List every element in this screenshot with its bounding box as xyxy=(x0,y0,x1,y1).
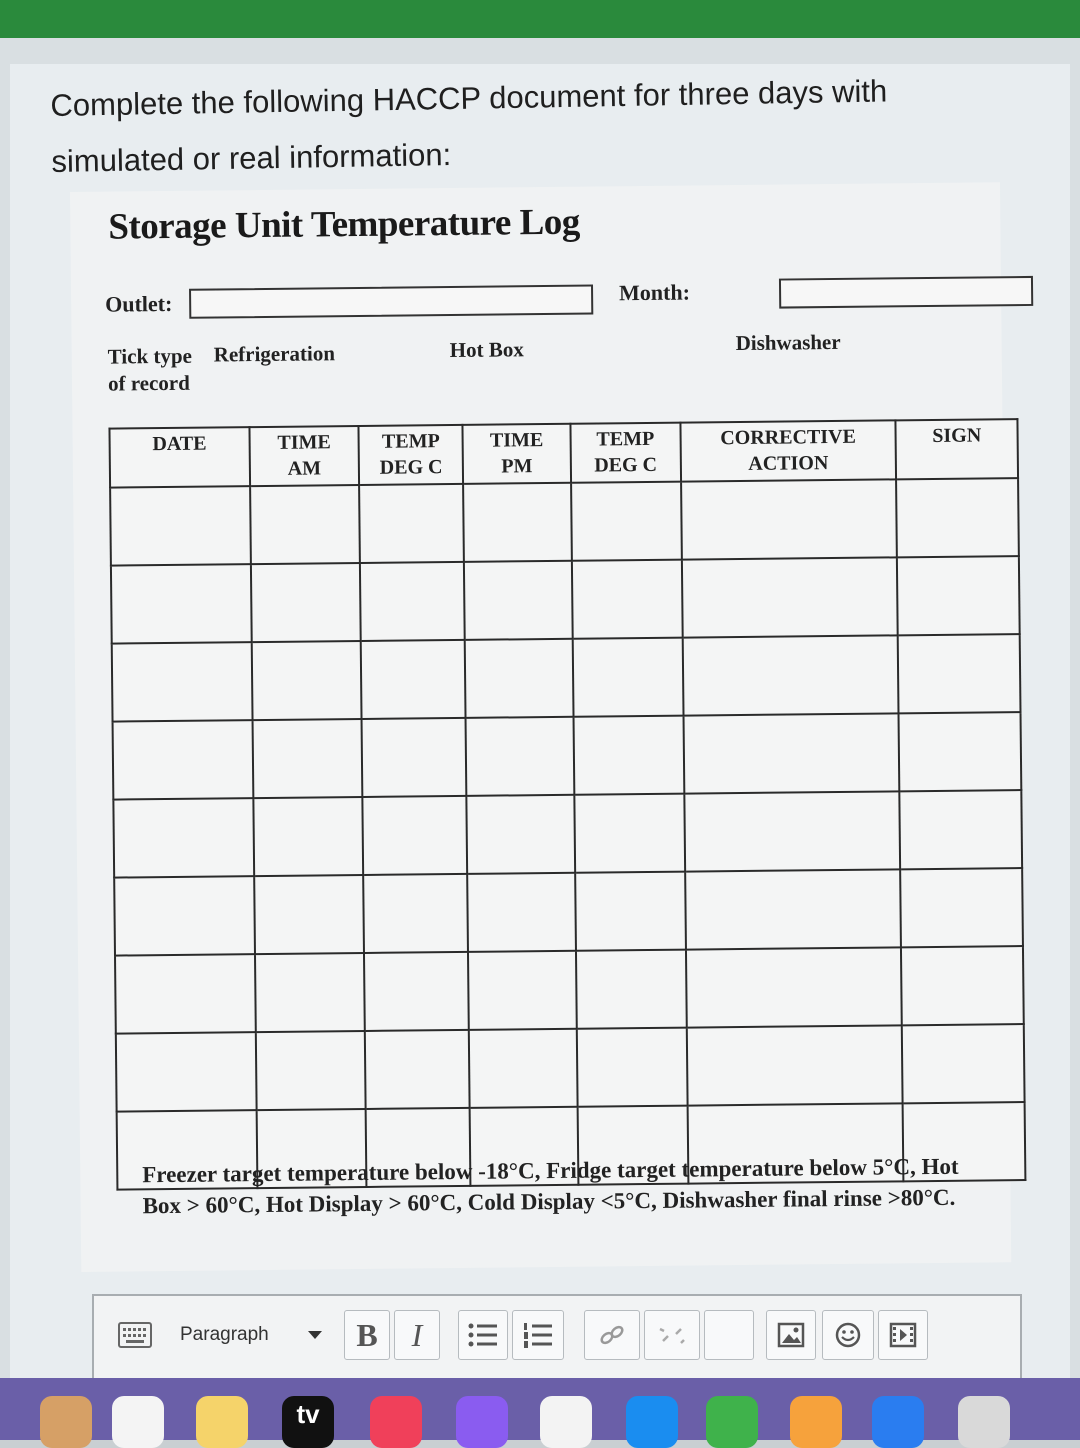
haccp-document xyxy=(70,182,1011,1272)
table-cell xyxy=(255,1031,366,1110)
table-cell xyxy=(114,876,254,955)
table-cell xyxy=(361,640,466,719)
paragraph-format-select[interactable] xyxy=(166,1310,332,1360)
header-time-pm xyxy=(463,424,571,484)
disabled-tool-button[interactable] xyxy=(704,1310,754,1360)
question-prompt xyxy=(50,61,1002,190)
table-cell xyxy=(115,954,255,1033)
header-temp-am-line-2: DEG C xyxy=(379,456,443,479)
table-cell xyxy=(900,868,1023,947)
table-cell xyxy=(253,797,364,876)
bullet-list-icon xyxy=(467,1321,499,1349)
table-row xyxy=(114,868,1023,956)
table-cell xyxy=(255,953,366,1032)
smiley-icon xyxy=(834,1321,862,1349)
header-time-am xyxy=(249,426,359,486)
table-cell xyxy=(571,482,682,561)
notes-app-icon[interactable] xyxy=(196,1396,248,1448)
numbered-list-icon xyxy=(522,1321,554,1349)
tick-type-label-line-1: Tick type xyxy=(107,343,193,369)
table-cell xyxy=(251,641,362,720)
table-cell xyxy=(468,951,577,1030)
table-cell xyxy=(684,791,900,871)
table-cell xyxy=(682,557,898,637)
header-time-am-line-2: AM xyxy=(287,457,322,480)
table-cell xyxy=(364,952,469,1031)
table-cell xyxy=(113,720,253,799)
table-cell xyxy=(896,478,1019,557)
table-cell xyxy=(899,712,1022,791)
header-temp-am-line-1: TEMP xyxy=(381,430,440,453)
macos-dock xyxy=(0,1378,1080,1440)
header-date-line-1: DATE xyxy=(152,432,207,456)
table-cell xyxy=(362,718,467,797)
table-cell xyxy=(902,1024,1025,1103)
table-cell xyxy=(466,717,575,796)
bullet-list-button[interactable] xyxy=(458,1310,508,1360)
keyboard-shortcuts-button[interactable] xyxy=(110,1310,160,1360)
table-cell xyxy=(365,1030,470,1109)
insert-image-button[interactable] xyxy=(766,1310,816,1360)
contacts-app-icon[interactable] xyxy=(40,1396,92,1448)
table-cell xyxy=(251,563,362,642)
table-cell xyxy=(111,564,251,643)
remove-link-button[interactable] xyxy=(644,1310,700,1360)
table-row xyxy=(113,790,1022,878)
table-cell xyxy=(572,560,683,639)
table-row xyxy=(115,946,1024,1034)
table-cell xyxy=(110,486,250,565)
table-cell xyxy=(465,639,574,718)
table-row xyxy=(116,1024,1025,1112)
table-cell xyxy=(573,638,684,717)
prompt-line-1: Complete the following HACCP document for three days with xyxy=(50,73,888,123)
header-sign xyxy=(896,419,1018,479)
table-cell xyxy=(469,1029,578,1108)
news-app-icon[interactable] xyxy=(540,1396,592,1448)
table-cell xyxy=(360,562,465,641)
chevron-down-icon xyxy=(308,1331,322,1339)
table-row xyxy=(111,556,1020,644)
month-field xyxy=(779,276,1033,309)
podcasts-app-icon[interactable] xyxy=(456,1396,508,1448)
document-title: Storage Unit Temperature Log xyxy=(108,201,580,248)
header-time-am-line-1: TIME xyxy=(277,431,331,454)
keynote-app-icon[interactable] xyxy=(626,1396,678,1448)
system-settings-icon[interactable] xyxy=(958,1396,1010,1448)
header-temp-pm-line-2: DEG C xyxy=(594,453,658,477)
apple-tv-label: tv xyxy=(296,1398,320,1429)
table-cell xyxy=(682,635,898,715)
option-refrigeration: Refrigeration xyxy=(213,341,336,367)
header-temp-pm xyxy=(570,423,680,483)
link-icon xyxy=(597,1321,627,1349)
outlet-field xyxy=(189,285,593,319)
image-icon xyxy=(777,1322,805,1348)
insert-media-button[interactable] xyxy=(878,1310,928,1360)
table-cell xyxy=(575,872,686,951)
tick-type-label xyxy=(108,343,209,398)
apple-tv-app-icon[interactable] xyxy=(282,1396,334,1448)
table-cell xyxy=(686,1025,902,1105)
app-store-icon[interactable] xyxy=(872,1396,924,1448)
table-cell xyxy=(681,479,897,559)
insert-emoji-button[interactable] xyxy=(822,1310,874,1360)
table-cell xyxy=(466,795,575,874)
option-dishwasher: Dishwasher xyxy=(735,329,841,356)
music-app-icon[interactable] xyxy=(370,1396,422,1448)
numbered-list-button[interactable] xyxy=(512,1310,564,1360)
option-hot-box: Hot Box xyxy=(449,337,524,363)
table-cell xyxy=(901,946,1024,1025)
table-cell xyxy=(683,713,899,793)
paragraph-format-value: Paragraph xyxy=(180,1324,269,1345)
table-cell xyxy=(686,947,902,1027)
header-date xyxy=(109,427,249,487)
header-temp-pm-line-1: TEMP xyxy=(596,427,655,451)
table-cell xyxy=(250,485,361,564)
table-row xyxy=(112,634,1021,722)
table-cell xyxy=(116,1032,256,1111)
numbers-app-icon[interactable] xyxy=(706,1396,758,1448)
table-header-row xyxy=(109,419,1018,488)
table-cell xyxy=(113,798,253,877)
header-corrective-action-line-1: CORRECTIVE xyxy=(720,425,856,450)
table-cell xyxy=(464,561,573,640)
keyboard-icon xyxy=(118,1322,152,1348)
table-cell xyxy=(577,1028,688,1107)
month-label: Month: xyxy=(618,279,691,306)
table-cell xyxy=(467,873,576,952)
table-row xyxy=(110,478,1019,566)
table-row xyxy=(113,712,1022,800)
table-cell xyxy=(897,556,1020,635)
header-sign-line-1: SIGN xyxy=(932,424,982,447)
rich-text-editor-toolbar xyxy=(92,1294,1022,1380)
tick-type-label-line-2: of record xyxy=(107,370,190,396)
table-cell xyxy=(898,634,1021,713)
table-cell xyxy=(363,796,468,875)
table-cell xyxy=(112,642,252,721)
table-cell xyxy=(359,484,464,563)
table-cell xyxy=(254,875,365,954)
pages-app-icon[interactable] xyxy=(790,1396,842,1448)
header-corrective-action-line-2: ACTION xyxy=(748,452,829,475)
target-temperatures-note: Freezer target temperature below -18°C, Fridge target temperature below 5°C, Hot Box > 60°C, Hot Display > 60°C, Cold Display <5°C, Dishwasher final rinse >80°C. xyxy=(142,1153,959,1219)
table-cell xyxy=(900,790,1023,869)
media-icon xyxy=(889,1321,917,1349)
header-time-pm-line-2: PM xyxy=(501,455,533,478)
italic-button[interactable]: I xyxy=(394,1310,440,1360)
table-cell xyxy=(252,719,363,798)
table-cell xyxy=(364,874,469,953)
bold-button[interactable]: B xyxy=(344,1310,390,1360)
table-cell xyxy=(685,869,901,949)
table-cell xyxy=(573,716,684,795)
table-body xyxy=(110,478,1025,1189)
table-cell xyxy=(574,794,685,873)
header-corrective-action xyxy=(680,420,896,481)
table-cell xyxy=(576,950,687,1029)
reminders-app-icon[interactable] xyxy=(112,1396,164,1448)
prompt-line-2: simulated or real information: xyxy=(51,137,452,179)
top-bar xyxy=(0,0,1080,38)
insert-link-button[interactable] xyxy=(584,1310,640,1360)
outlet-label: Outlet: xyxy=(105,290,173,317)
unlink-icon xyxy=(657,1321,687,1349)
header-time-pm-line-1: TIME xyxy=(489,429,544,452)
temperature-log-table xyxy=(108,418,1026,1190)
header-temp-am xyxy=(359,425,463,485)
table-cell xyxy=(463,483,572,562)
